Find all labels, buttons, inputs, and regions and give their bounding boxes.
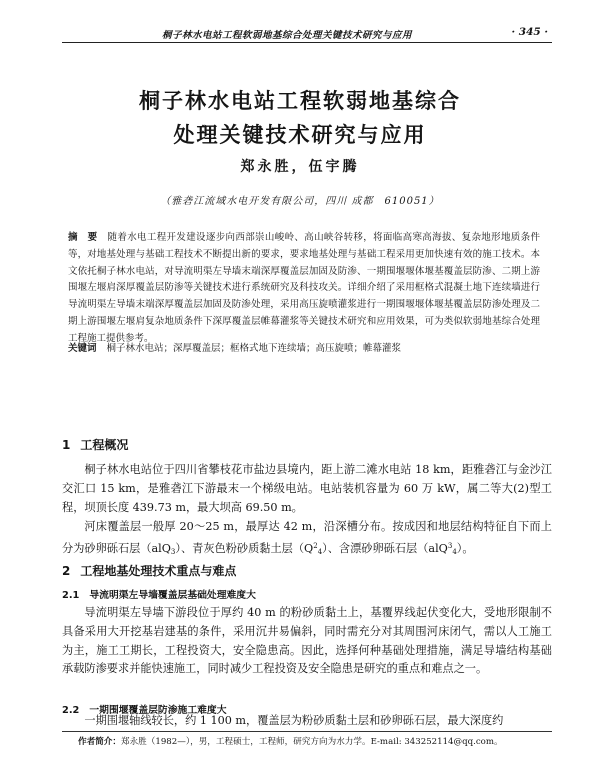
subsection-2-2-paragraph: 一期围堰轴线较长，约 1 100 m，覆盖层为粉砂质黏土层和砂卵砾石层，最大深度约 <box>84 714 504 727</box>
subsection-2-2-title: 一期围堰覆盖层防渗施工难度大 <box>89 705 227 716</box>
subsection-2-1-number: 2.1 <box>62 590 80 601</box>
authors: 郑永胜，伍宇腾 <box>240 159 360 175</box>
keywords <box>68 341 540 357</box>
para2-sub-1: 3 <box>170 547 176 556</box>
author-footnote <box>78 736 552 749</box>
running-header <box>62 26 552 43</box>
footnote-rule <box>62 731 552 732</box>
section-2-number: 2 <box>62 564 71 578</box>
keywords-label: 关键词 <box>68 343 97 354</box>
section-1-paragraph-1: 桐子林水电站位于四川省攀枝花市盐边县境内，距上游二滩水电站 18 km，距雅砻江与金沙江交汇口 15 km，是雅砻江下游最末一个梯级电站。电站装机容量为 60 万 kW，属二等大(2)型工程，坝顶长度 439.73 m，最大坝高 69.50 m。 <box>62 463 552 514</box>
page-number: · 345 · <box>511 26 548 38</box>
keywords-text: 桐子林水电站；深厚覆盖层；框格式地下连续墙；高压旋喷；帷幕灌浆 <box>106 343 402 354</box>
section-1-title: 工程概况 <box>80 438 129 452</box>
abstract-label: 摘 要 <box>68 232 98 243</box>
para2-text-c: ）、含漂砂卵砾石层（alQ <box>322 541 448 555</box>
para2-sub-2: 4 <box>317 547 323 556</box>
footnote-label: 作者简介： <box>78 737 121 747</box>
abstract-text: 随着水电工程开发建设逐步向西部崇山峻岭、高山峡谷转移，将面临高寒高海拔、复杂地形地质条件等，对地基处理与基础工程技术不断提出新的要求，要求地基处理与基础工程采用更加快速有效的施工技术。本文依托桐子林水电站，对导流明渠左导墙末端深厚覆盖层加固及防渗、一期围堰堰体堰基覆盖层防渗、二期上游围堰左堰肩深厚覆盖层防渗等关键技术进行系统研究及科技攻关。详细介绍了采用框格式混凝土地下连续墙进行导流明渠左导墙末端深厚覆盖层加固及防渗处理，采用高压旋喷灌浆进行一期围堰堰体堰基覆盖层防渗处理及二期上游围堰左堰肩复杂地质条件下深厚覆盖层帷幕灌浆等关键技术研究和应用效果，可为类似软弱地基综合处理工程施工提供参考。 <box>68 232 540 344</box>
para2-sup-3: 3 <box>447 541 453 550</box>
subsection-2-1-heading <box>62 587 256 601</box>
subsection-2-1-title: 导流明渠左导墙覆盖层基础处理难度大 <box>89 590 256 601</box>
footnote-text: 郑永胜（1982—），男，工程硕士，工程师，研究方向为水力学。E-mail: 343252114@qq.com。 <box>120 737 503 747</box>
section-2-heading <box>62 562 236 579</box>
para2-text-b: ）、青灰色粉砂质黏土层（Q <box>175 541 314 555</box>
section-1-paragraph-2 <box>62 518 552 562</box>
section-1-number: 1 <box>62 438 71 452</box>
title-line-2: 处理关键技术研究与应用 <box>173 123 427 147</box>
article-title <box>60 84 540 152</box>
subsection-2-1-paragraph: 导流明渠左导墙下游段位于厚约 40 m 的粉砂质黏土上，基覆界线起伏变化大，受地形限制不具备采用大开挖基岩建基的条件，采用沉井易偏斜，同时需充分对其周围河床闭气，需以人工施工为主，施工工期长，工程投资大，安全隐患高。因此，选择何种基础处理措施，满足导墙结构基础承载防渗要求并能快速施工，同时减少工程投资及安全隐患是研究的重点和难点之一。 <box>62 606 552 676</box>
para2-text-a: 河床覆盖层一般厚 20～25 m，最厚达 42 m，沿深槽分布。按成因和地层结构特征自下而上分为砂卵砾石层（alQ <box>62 520 552 555</box>
affiliation: （雅砻江流域水电开发有限公司，四川 成都 610051） <box>160 196 440 207</box>
subsection-2-2-number: 2.2 <box>62 705 80 716</box>
abstract <box>68 230 540 348</box>
title-line-1: 桐子林水电站工程软弱地基综合 <box>139 89 461 113</box>
section-1-heading <box>62 436 128 453</box>
para2-text-d: ）。 <box>456 541 474 555</box>
section-2-title: 工程地基处理技术重点与难点 <box>80 564 237 578</box>
para2-sub-3: 4 <box>452 547 457 556</box>
running-title: 桐子林水电站工程软弱地基综合处理关键技术研究与应用 <box>162 30 413 41</box>
para2-sup-2: 2 <box>313 541 318 550</box>
